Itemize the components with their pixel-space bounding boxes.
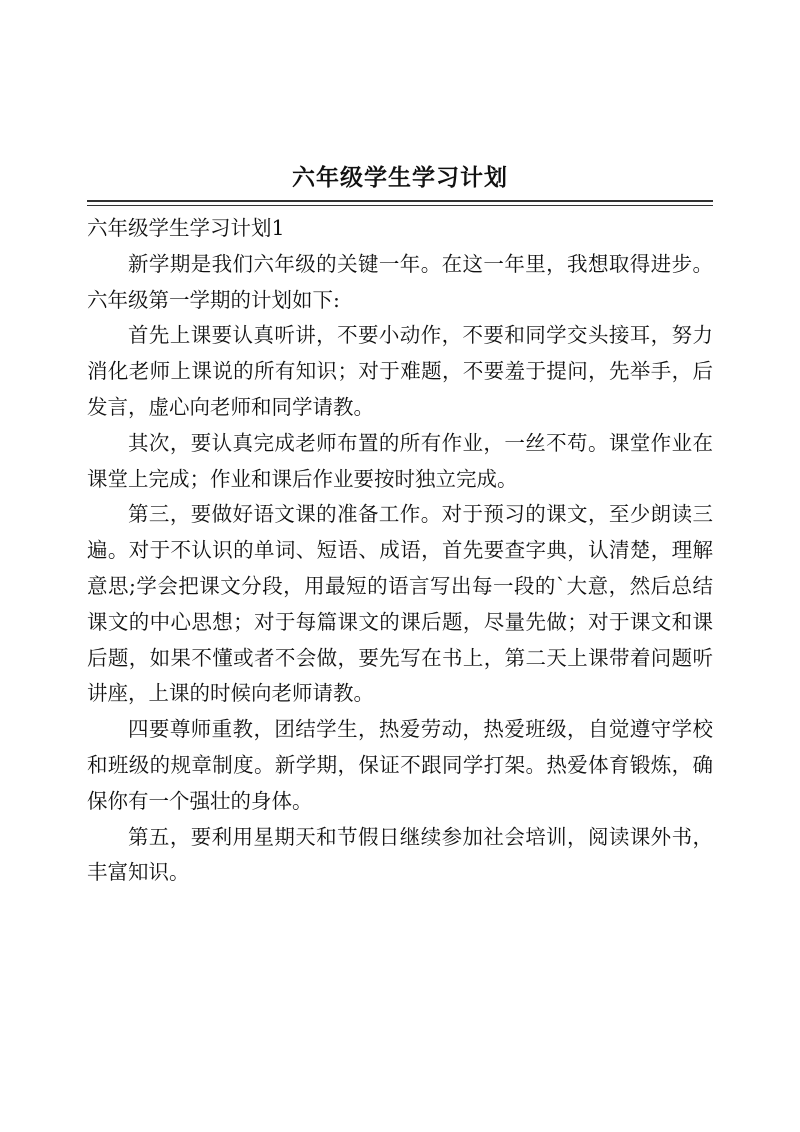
paragraph-second-point: 其次，要认真完成老师布置的所有作业，一丝不苟。课堂作业在课堂上完成；作业和课后作业要按时独立完成。 — [87, 430, 713, 491]
paragraph-third-point: 第三，要做好语文课的准备工作。对于预习的课文，至少朗读三遍。对于不认识的单词、短语、成语，首先要查字典，认清楚，理解意思;学会把课文分段，用最短的语言写出每一段的`大意，然后总结课文的中心思想；对于每篇课文的课后题，尽量先做；对于课文和课后题，如果不懂或者不会做，要先写在书上，第二天上课带着问题听讲座，上课的时候向老师请教。 — [87, 502, 713, 706]
paragraph-intro: 新学期是我们六年级的关键一年。在这一年里，我想取得进步。六年级第一学期的计划如下: — [87, 251, 713, 312]
title-divider-thick — [87, 200, 713, 202]
paragraph-fourth-point: 四要尊师重教，团结学生，热爱劳动，热爱班级，自觉遵守学校和班级的规章制度。新学期，保证不跟同学打架。热爱体育锻炼，确保你有一个强壮的身体。 — [87, 717, 713, 813]
document-title: 六年级学生学习计划 — [292, 164, 508, 191]
document-body — [87, 211, 713, 891]
section-heading: 六年级学生学习计划1 — [87, 216, 285, 240]
paragraph-fifth-point: 第五，要利用星期天和节假日继续参加社会培训，阅读课外书，丰富知识。 — [87, 824, 713, 885]
title-divider-thin — [87, 205, 713, 206]
paragraph-first-point: 首先上课要认真听讲，不要小动作，不要和同学交头接耳，努力消化老师上课说的所有知识；对于难题，不要羞于提问，先举手，后发言，虚心向老师和同学请教。 — [87, 323, 713, 419]
